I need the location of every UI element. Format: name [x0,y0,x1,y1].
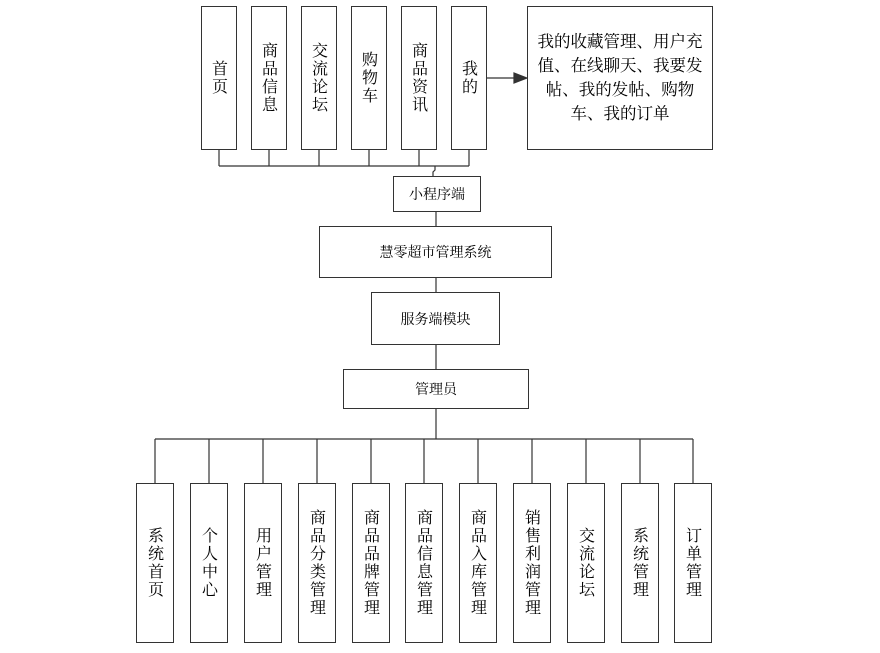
module-label-home: 首页 [209,60,229,96]
admin-module-box-system-home [136,483,174,643]
system-name-label: 慧零超市管理系统 [379,245,492,261]
admin-module-box-product-info-management [405,483,443,643]
admin-module-box-stock-in-management [459,483,497,643]
admin-label: 管理员 [415,382,457,398]
admin-module-box-order-management [674,483,712,643]
admin-module-label: 商品品牌管理 [361,509,381,617]
module-label-product-info: 商品信息 [259,42,279,114]
admin-module-box-category-management [298,483,336,643]
admin-module-label: 商品入库管理 [468,509,488,617]
my-features-note-text: 我的收藏管理、用户充值、在线聊天、我要发帖、我的发帖、购物车、我的订单 [537,32,703,123]
module-box-cart [351,6,387,150]
module-box-product-info [251,6,287,150]
admin-box [343,369,529,409]
module-box-mine [451,6,487,150]
module-box-home [201,6,237,150]
admin-module-label: 系统管理 [630,527,650,599]
admin-module-box-user-management [244,483,282,643]
admin-module-box-forum [567,483,605,643]
module-box-forum [301,6,337,150]
my-features-note-box [527,6,713,150]
module-label-mine: 我的 [459,60,479,96]
admin-module-label: 商品分类管理 [307,509,327,617]
admin-module-label: 用户管理 [253,527,273,599]
admin-module-label: 个人中心 [199,527,219,599]
service-module-label: 服务端模块 [400,311,471,328]
admin-module-box-personal-center [190,483,228,643]
module-label-product-news: 商品资讯 [409,42,429,114]
admin-module-label: 交流论坛 [576,527,596,599]
arrow-head [514,73,527,83]
admin-module-label: 订单管理 [683,527,703,599]
admin-module-box-brand-management [352,483,390,643]
admin-module-box-system-management [621,483,659,643]
admin-module-label: 商品信息管理 [414,509,434,617]
service-module-box [371,292,500,345]
module-box-product-news [401,6,437,150]
admin-module-label: 销售利润管理 [522,509,542,617]
connector-bus-to-miniapp [433,166,435,176]
admin-module-label: 系统首页 [145,527,165,599]
system-name-box [319,226,552,278]
mini-program-label: 小程序端 [409,187,465,203]
admin-module-box-sales-profit-management [513,483,551,643]
module-label-forum: 交流论坛 [309,42,329,114]
module-label-cart: 购物车 [359,51,379,105]
mini-program-box [393,176,481,212]
